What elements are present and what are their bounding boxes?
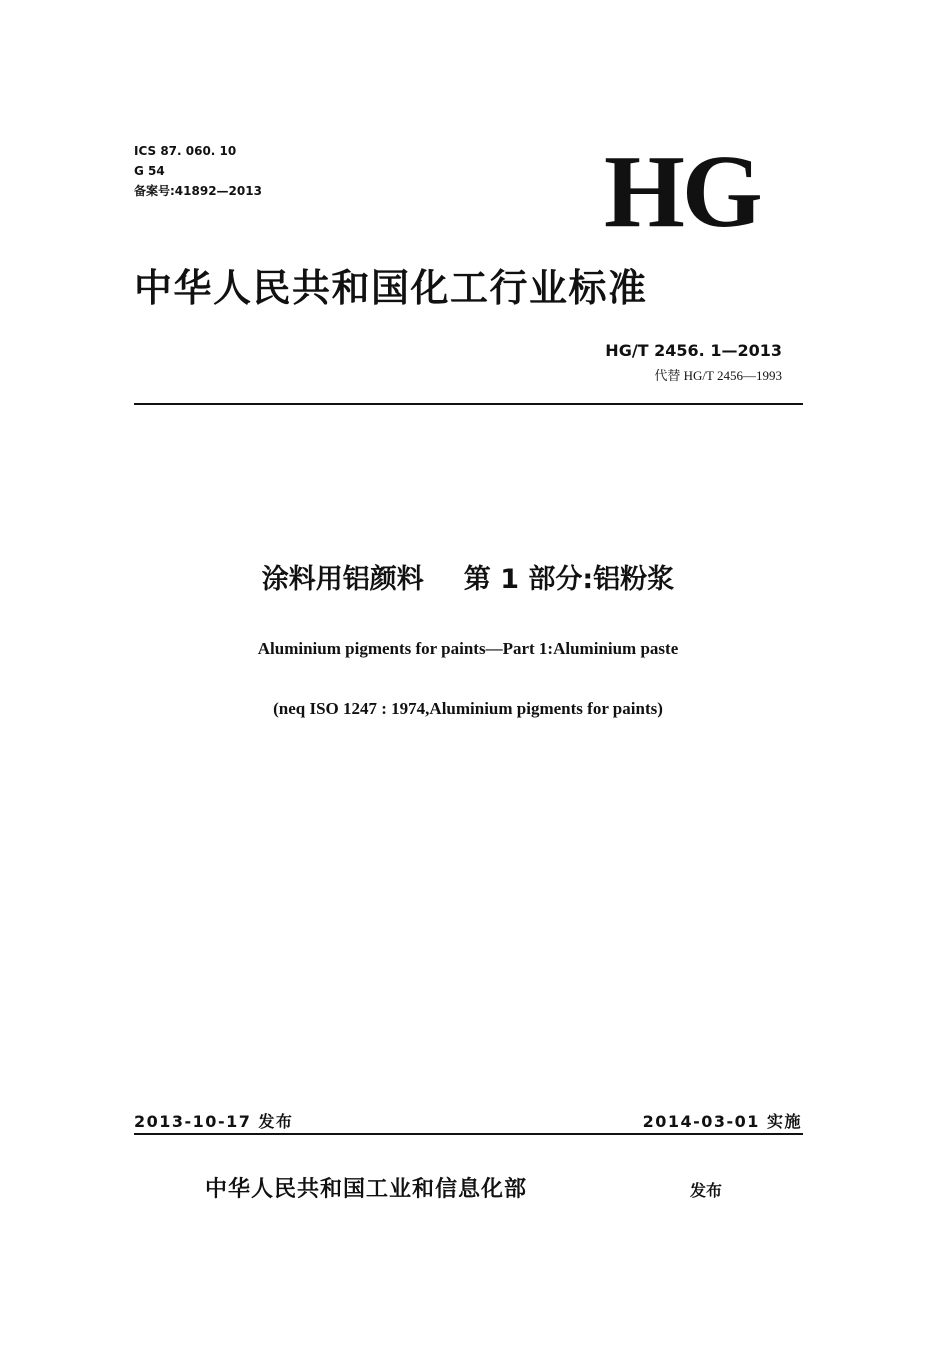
classification-codes: [134, 141, 262, 201]
ics-code: ICS 87. 060. 10: [134, 144, 237, 158]
issuing-authority: 中华人民共和国工业和信息化部: [205, 1177, 528, 1202]
issuing-suffix: 发布: [690, 1181, 723, 1200]
iso-equivalence: (neq ISO 1247 : 1974,Aluminium pigments for paints): [273, 699, 663, 718]
standard-category-title: 中华人民共和国化工行业标准: [134, 266, 648, 310]
document-title-cn: [0, 562, 936, 598]
title-cn-main: 涂料用铝颜料: [261, 564, 424, 595]
hg-logo: HG: [604, 134, 760, 249]
implementation-date: 2014-03-01 实施: [642, 1112, 802, 1131]
document-title-en: Aluminium pigments for paints—Part 1:Aluminium paste: [257, 639, 679, 658]
filing-number: 备案号:41892—2013: [134, 184, 262, 198]
issue-date: 2013-10-17 发布: [134, 1112, 294, 1131]
footer-divider: [134, 1133, 803, 1135]
replaces-standard: 代替 HG/T 2456—1993: [654, 368, 782, 383]
title-cn-part: 第 1 部分:铝粉浆: [463, 564, 675, 595]
header-divider: [134, 403, 803, 405]
ccs-code: G 54: [134, 164, 165, 178]
standard-number: HG/T 2456. 1—2013: [605, 341, 782, 360]
